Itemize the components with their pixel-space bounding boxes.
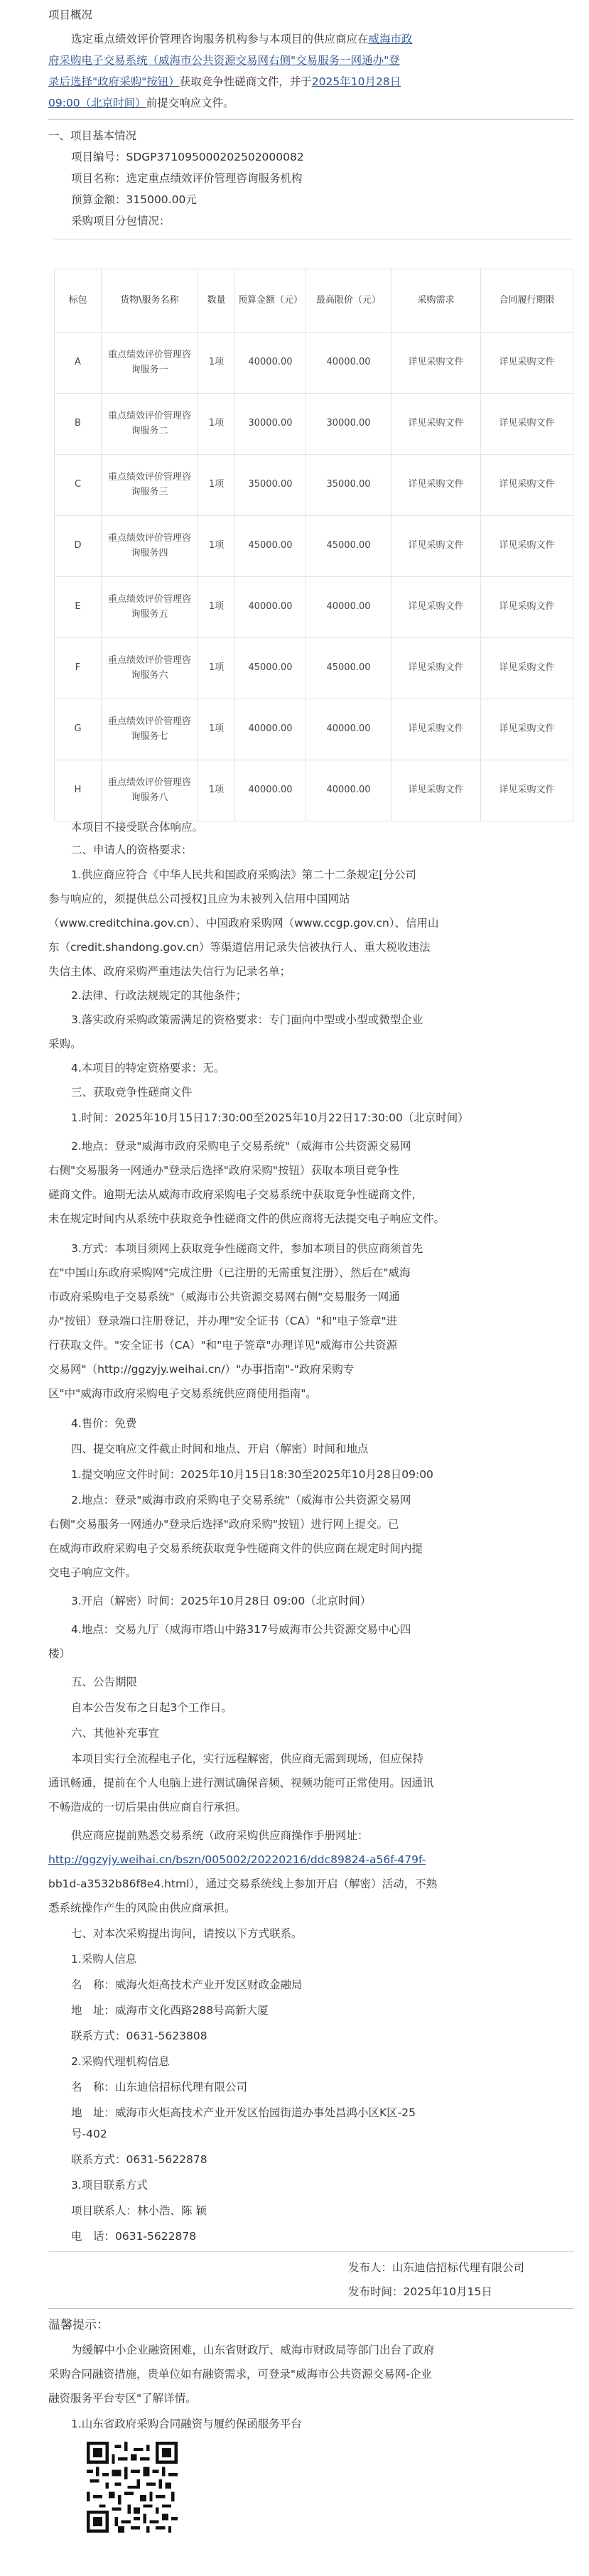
paragraph-line: （www.creditchina.gov.cn）、中国政府采购网（www.ccgp.gov.cn）、信用山 xyxy=(48,917,439,929)
qty-cell: 1项 xyxy=(198,577,235,638)
agency-address-cont: 号-402 xyxy=(71,2128,107,2140)
deadline-time: 09:00（北京时间） xyxy=(48,97,146,109)
service-name-cell: 重点绩效评价管理咨询服务七 xyxy=(102,699,198,760)
service-name-cell: 重点绩效评价管理咨询服务八 xyxy=(102,760,198,821)
paragraph-line: 4.本项目的特定资格要求：无。 xyxy=(71,1062,225,1074)
budget-cell: 40000.00 xyxy=(235,577,306,638)
overview-text: 选定重点绩效评价管理咨询服务机构参与本项目的供应商应在 xyxy=(71,33,369,45)
publish-time: 发布时间：2025年10月15日 xyxy=(348,2285,492,2298)
max-price-cell: 40000.00 xyxy=(306,699,391,760)
project-contact-title: 3.项目联系方式 xyxy=(71,2179,148,2192)
paragraph-line: 悉系统操作产生的风险由供应商承担。 xyxy=(48,1902,236,1914)
header-qty: 数量 xyxy=(198,269,235,333)
qr-code-icon xyxy=(87,2442,178,2533)
lot-cell: B xyxy=(55,394,102,455)
budget-cell: 30000.00 xyxy=(235,394,306,455)
qty-cell: 1项 xyxy=(198,455,235,516)
max-price-cell: 45000.00 xyxy=(306,638,391,699)
purchaser-name: 名 称：威海火炬高技术产业开发区财政金融局 xyxy=(71,1978,303,1991)
agency-name: 名 称：山东迪信招标代理有限公司 xyxy=(71,2081,248,2093)
paragraph-line: 失信主体、政府采购严重违法失信行为记录名单； xyxy=(48,965,291,978)
platform-item: 1.山东省政府采购合同融资与履约保函服务平台 xyxy=(71,2418,302,2430)
max-price-cell: 40000.00 xyxy=(306,333,391,394)
paragraph-line: 供应商应提前熟悉交易系统（政府采购供应商操作手册网址： xyxy=(71,1829,369,1842)
qty-cell: 1项 xyxy=(198,638,235,699)
contract-term-cell: 详见采购文件 xyxy=(481,333,573,394)
paragraph-line: 楼） xyxy=(48,1647,71,1660)
system-link-line-2[interactable]: 府采购电子交易系统（威海市公共资源交易网右侧"交易服务一网通办"登 xyxy=(48,54,400,67)
contract-term-cell: 详见采购文件 xyxy=(481,516,573,577)
lot-cell: C xyxy=(55,455,102,516)
requirements-cell: 详见采购文件 xyxy=(391,455,481,516)
project-contact-people: 项目联系人：林小浩、陈 颖 xyxy=(71,2204,207,2217)
lots-label: 采购项目分包情况： xyxy=(71,215,171,227)
service-name-cell: 重点绩效评价管理咨询服务四 xyxy=(102,516,198,577)
paragraph-line: 4.地点：交易九厅（威海市塔山中路317号威海市公共资源交易中心四 xyxy=(71,1623,411,1636)
requirements-cell: 详见采购文件 xyxy=(391,760,481,821)
contract-term-cell: 详见采购文件 xyxy=(481,638,573,699)
paragraph-line: 2.法律、行政法规规定的其他条件； xyxy=(71,989,247,1002)
paragraph-line: 2.地点：登录"威海市政府采购电子交易系统"（威海市公共资源交易网 xyxy=(71,1140,411,1153)
max-price-cell: 35000.00 xyxy=(306,455,391,516)
overview-line-3 xyxy=(48,75,401,89)
lot-cell: D xyxy=(55,516,102,577)
lot-cell: A xyxy=(55,333,102,394)
requirements-cell: 详见采购文件 xyxy=(391,699,481,760)
budget-cell: 45000.00 xyxy=(235,516,306,577)
table-row xyxy=(55,516,573,577)
paragraph-line: 1.时间：2025年10月15日17:30:00至2025年10月22日17:30:00（北京时间） xyxy=(71,1111,469,1124)
requirements-cell: 详见采购文件 xyxy=(391,333,481,394)
lot-cell: H xyxy=(55,760,102,821)
table-row xyxy=(55,638,573,699)
system-link-line-3[interactable]: 录后选择"政府采购"按钮） xyxy=(48,75,180,88)
purchaser-phone: 联系方式：0631-5623808 xyxy=(71,2030,207,2042)
paragraph-line: bb1d-a3532b86f8e4.html），通过交易系统线上参加开启（解密）活动，不熟 xyxy=(48,1877,438,1890)
section-6-heading: 六、其他补充事宜 xyxy=(71,1727,160,1740)
agency-phone: 联系方式：0631-5622878 xyxy=(71,2153,207,2166)
section-7-heading: 七、对本次采购提出询问，请按以下方式联系。 xyxy=(71,1927,303,1940)
budget-cell: 45000.00 xyxy=(235,638,306,699)
requirements-cell: 详见采购文件 xyxy=(391,516,481,577)
overview-text: 获取竞争性磋商文件，并于 xyxy=(179,75,312,88)
paragraph-line: 交电子响应文件。 xyxy=(48,1566,137,1579)
requirements-cell: 详见采购文件 xyxy=(391,577,481,638)
paragraph-line: 磋商文件。逾期无法从威海市政府采购电子交易系统中获取竞争性磋商文件， xyxy=(48,1188,423,1201)
paragraph-line: 区"中"威海市政府采购电子交易系统供应商使用指南"。 xyxy=(48,1387,317,1400)
lots-table xyxy=(54,269,573,821)
system-link-part[interactable]: 威海市政 xyxy=(368,33,413,45)
table-row xyxy=(55,699,573,760)
lot-cell: E xyxy=(55,577,102,638)
max-price-cell: 40000.00 xyxy=(306,577,391,638)
paragraph-line: 行获取文件。"安全证书（CA）"和"电子签章"办理详见"威海市公共资源 xyxy=(48,1339,398,1352)
service-name-cell: 重点绩效评价管理咨询服务二 xyxy=(102,394,198,455)
overview-line-4 xyxy=(48,97,234,110)
project-name: 项目名称：选定重点绩效评价管理咨询服务机构 xyxy=(71,172,303,185)
section-5-heading: 五、公告期限 xyxy=(71,1676,138,1688)
service-name-cell: 重点绩效评价管理咨询服务六 xyxy=(102,638,198,699)
overview-line-1 xyxy=(71,33,413,46)
max-price-cell: 30000.00 xyxy=(306,394,391,455)
paragraph-line: 为缓解中小企业融资困难，山东省财政厅、威海市财政局等部门出台了政府 xyxy=(71,2344,435,2356)
service-name-cell: 重点绩效评价管理咨询服务三 xyxy=(102,455,198,516)
paragraph-line: 未在规定时间内从系统中获取竞争性磋商文件的供应商将无法提交电子响应文件。 xyxy=(48,1212,445,1225)
table-row xyxy=(55,577,573,638)
overview-text: 前提交响应文件。 xyxy=(146,97,234,109)
purchaser-title: 1.采购人信息 xyxy=(71,1953,137,1966)
paragraph-line: 交易网"（http://ggzyjy.weihai.cn/）"办事指南"-"政府采购专 xyxy=(48,1363,355,1376)
section-4-heading: 四、提交响应文件截止时间和地点、开启（解密）时间和地点 xyxy=(71,1443,369,1455)
contract-term-cell: 详见采购文件 xyxy=(481,577,573,638)
service-name-cell: 重点绩效评价管理咨询服务一 xyxy=(102,333,198,394)
paragraph-line: 右侧"交易服务一网通办"登录后选择"政府采购"按钮）获取本项目竞争性 xyxy=(48,1164,399,1177)
table-row xyxy=(55,455,573,516)
paragraph-line: 右侧"交易服务一网通办"登录后选择"政府采购"按钮）进行网上提交。已 xyxy=(48,1518,399,1531)
table-row xyxy=(55,333,573,394)
budget-cell: 40000.00 xyxy=(235,760,306,821)
qty-cell: 1项 xyxy=(198,394,235,455)
divider xyxy=(48,119,574,120)
header-contract-term: 合同履行期限 xyxy=(481,269,573,333)
contract-term-cell: 详见采购文件 xyxy=(481,455,573,516)
paragraph-line: 在威海市政府采购电子交易系统获取竞争性磋商文件的供应商在规定时间内提 xyxy=(48,1542,423,1555)
paragraph-line: 采购。 xyxy=(48,1038,82,1050)
budget-cell: 40000.00 xyxy=(235,333,306,394)
overview-heading: 项目概况 xyxy=(48,9,93,21)
paragraph-line: 1.提交响应文件时间：2025年10月15日18:30至2025年10月28日09:00 xyxy=(71,1468,433,1481)
paragraph-line: 3.落实政府采购政策需满足的资格要求：专门面向中型或小型或微型企业 xyxy=(71,1013,423,1026)
manual-link[interactable]: http://ggzyjy.weihai.cn/bszn/005002/20220216/ddc89824-a56f-479f- xyxy=(48,1853,426,1866)
max-price-cell: 40000.00 xyxy=(306,760,391,821)
publisher: 发布人：山东迪信招标代理有限公司 xyxy=(348,2261,525,2274)
table-row xyxy=(55,760,573,821)
qty-cell: 1项 xyxy=(198,760,235,821)
paragraph-line: 不畅造成的一切后果由供应商自行承担。 xyxy=(48,1801,247,1814)
consortium-note: 本项目不接受联合体响应。 xyxy=(71,821,204,834)
contract-term-cell: 详见采购文件 xyxy=(481,760,573,821)
paragraph-line: 自本公告发布之日起3个工作日。 xyxy=(71,1701,232,1714)
contract-term-cell: 详见采购文件 xyxy=(481,394,573,455)
paragraph-line: 3.方式：本项目须网上获取竞争性磋商文件，参加本项目的供应商须首先 xyxy=(71,1242,423,1255)
requirements-cell: 详见采购文件 xyxy=(391,394,481,455)
paragraph-line: 1.供应商应符合《中华人民共和国政府采购法》第二十二条规定[分公司 xyxy=(71,868,416,881)
paragraph-line: 东（credit.shandong.gov.cn）等渠道信用记录失信被执行人、重大税收违法 xyxy=(48,941,431,954)
contract-term-cell: 详见采购文件 xyxy=(481,699,573,760)
header-budget: 预算金额（元） xyxy=(235,269,306,333)
budget-amount: 预算金额：315000.00元 xyxy=(71,193,197,206)
project-contact-phone: 电 话：0631-5622878 xyxy=(71,2230,197,2243)
paragraph-line: 通讯畅通，提前在个人电脑上进行测试确保音频、视频功能可正常使用。因通讯 xyxy=(48,1777,434,1789)
paragraph-line: 3.开启（解密）时间：2025年10月28日 09:00（北京时间） xyxy=(71,1595,372,1607)
header-name: 货物\服务名称 xyxy=(102,269,198,333)
section-3-heading: 三、获取竞争性磋商文件 xyxy=(71,1086,193,1099)
max-price-cell: 45000.00 xyxy=(306,516,391,577)
paragraph-line: 采购合同融资措施，贵单位如有融资需求，可登录"威海市公共资源交易网-企业 xyxy=(48,2368,432,2381)
budget-cell: 40000.00 xyxy=(235,699,306,760)
qty-cell: 1项 xyxy=(198,699,235,760)
lot-cell: G xyxy=(55,699,102,760)
lot-cell: F xyxy=(55,638,102,699)
paragraph-line: 办"按钮）登录端口注册登记，并办理"安全证书（CA）"和"电子签章"进 xyxy=(48,1315,398,1327)
divider xyxy=(48,2251,574,2252)
paragraph-line: 市政府采购电子交易系统"（威海市公共资源交易网右侧"交易服务一网通 xyxy=(48,1290,400,1303)
agency-address: 地 址：威海市火炬高技术产业开发区怡园街道办事处昌鸿小区K区-25 xyxy=(71,2106,416,2119)
paragraph-line: 参与响应的，须提供总公司授权]且应为未被列入信用中国网站 xyxy=(48,893,350,905)
deadline-date: 2025年10月28日 xyxy=(311,75,401,88)
service-name-cell: 重点绩效评价管理咨询服务五 xyxy=(102,577,198,638)
requirements-cell: 详见采购文件 xyxy=(391,638,481,699)
paragraph-line: 4.售价：免费 xyxy=(71,1417,137,1430)
table-header-row xyxy=(55,269,573,333)
section-1-heading: 一、项目基本情况 xyxy=(48,129,137,142)
qty-cell: 1项 xyxy=(198,516,235,577)
header-max-price: 最高限价（元） xyxy=(306,269,391,333)
paragraph-line: 在"中国山东政府采购网"完成注册（已注册的无需重复注册），然后在"威海 xyxy=(48,1266,411,1279)
section-2-heading: 二、申请人的资格要求： xyxy=(71,844,193,856)
paragraph-line: 2.地点：登录"威海市政府采购电子交易系统"（威海市公共资源交易网 xyxy=(71,1494,411,1507)
paragraph-line: 本项目实行全流程电子化，实行远程解密，供应商无需到现场，但应保持 xyxy=(71,1752,424,1765)
paragraph-line: 融资服务平台专区"了解详情。 xyxy=(48,2392,197,2405)
purchaser-address: 地 址：威海市文化西路288号高新大厦 xyxy=(71,2004,269,2017)
budget-cell: 35000.00 xyxy=(235,455,306,516)
qty-cell: 1项 xyxy=(198,333,235,394)
tips-heading: 温馨提示： xyxy=(48,2318,109,2332)
agency-title: 2.采购代理机构信息 xyxy=(71,2055,170,2068)
header-requirements: 采购需求 xyxy=(391,269,481,333)
project-number: 项目编号：SDGP371095000202502000082 xyxy=(71,151,304,163)
table-row xyxy=(55,394,573,455)
header-lot: 标包 xyxy=(55,269,102,333)
divider xyxy=(48,2308,574,2309)
